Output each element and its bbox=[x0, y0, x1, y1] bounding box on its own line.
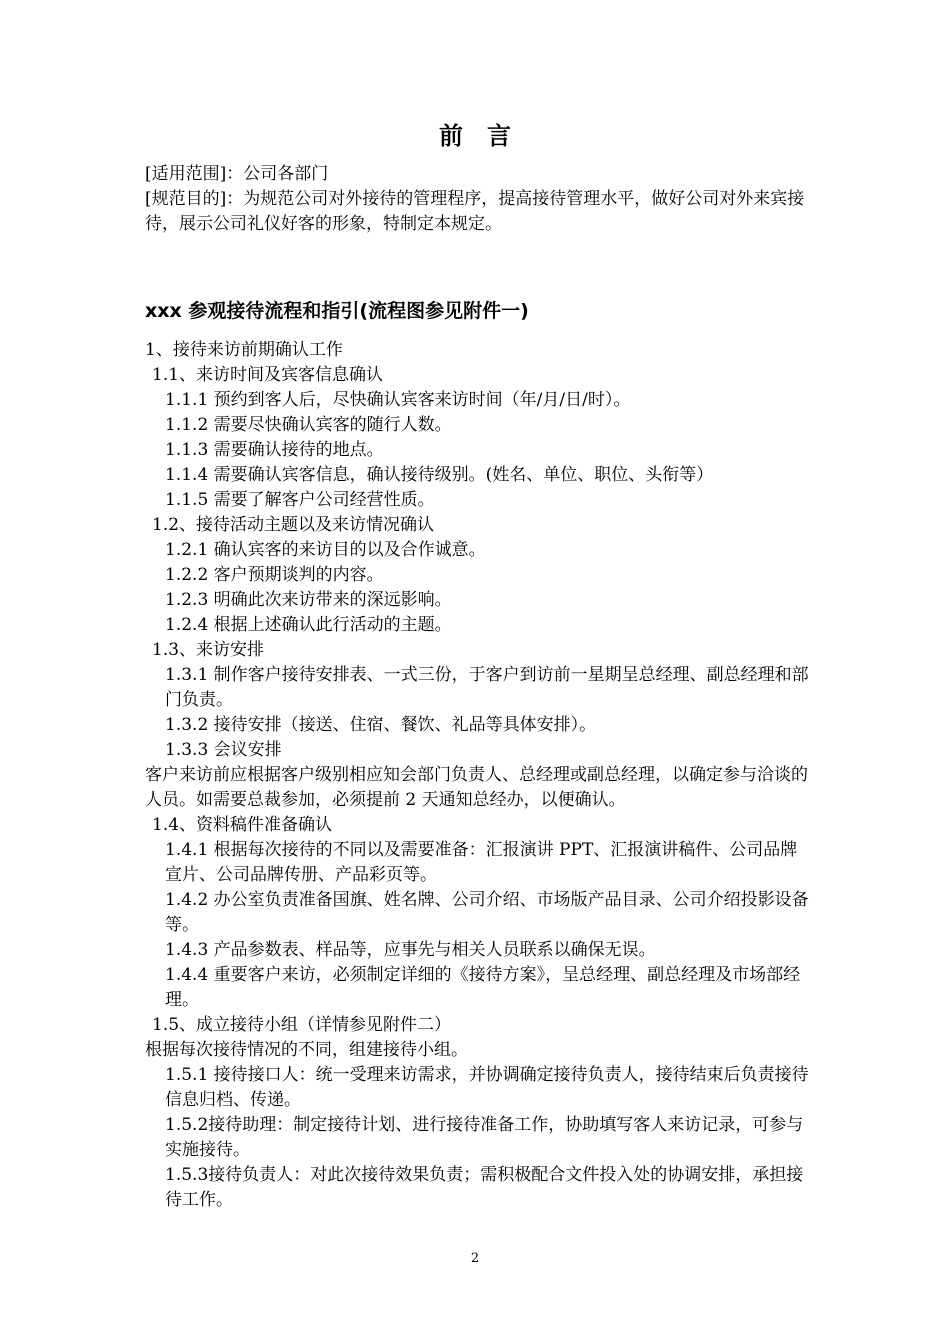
subsection-heading: 1.1、来访时间及宾客信息确认 bbox=[152, 365, 384, 385]
subsection-heading: 1.2、接待活动主题以及来访情况确认 bbox=[152, 515, 435, 535]
list-item: 1.4.1 根据每次接待的不同以及需要准备：汇报演讲 PPT、汇报演讲稿件、公司品牌宣片、公司品牌传册、产品彩页等。 bbox=[165, 840, 798, 885]
list-item: 1.1.1 预约到客人后，尽快确认宾客来访时间（年/月/日/时）。 bbox=[165, 390, 631, 410]
scope-line: [适用范围]：公司各部门 bbox=[145, 164, 329, 184]
list-item: 1.3.2 接待安排（接送、住宿、餐饮、礼品等具体安排）。 bbox=[165, 715, 597, 735]
body-paragraph: 客户来访前应根据客户级别相应知会部门负责人、总经理或副总经理，以确定参与洽谈的人员。如需要总裁参加，必须提前 2 天通知总经办，以便确认。 bbox=[145, 765, 808, 810]
list-item: 1.1.2 需要尽快确认宾客的随行人数。 bbox=[165, 415, 452, 435]
list-item: 1.2.3 明确此次来访带来的深远影响。 bbox=[165, 590, 452, 610]
procedure-body bbox=[145, 338, 810, 1213]
list-item: 1.2.4 根据上述确认此行活动的主题。 bbox=[165, 615, 452, 635]
list-item: 1.5.1 接待接口人：统一受理来访需求，并协调确定接待负责人，接待结束后负责接待信息归档、传递。 bbox=[165, 1065, 809, 1110]
list-item: 1.5.2接待助理：制定接待计划、进行接待准备工作，协助填写客人来访记录，可参与实施接待。 bbox=[165, 1115, 804, 1160]
subsection-heading: 1.4、资料稿件准备确认 bbox=[152, 815, 333, 835]
intro-section bbox=[145, 162, 810, 237]
list-item: 1.2.2 客户预期谈判的内容。 bbox=[165, 565, 384, 585]
list-item: 1.5.3接待负责人：对此次接待效果负责；需积极配合文件投入处的协调安排，承担接待工作。 bbox=[165, 1165, 804, 1210]
list-item: 1.4.3 产品参数表、样品等，应事先与相关人员联系以确保无误。 bbox=[165, 940, 656, 960]
list-item: 1.1.4 需要确认宾客信息，确认接待级别。(姓名、单位、职位、头衔等） bbox=[165, 465, 714, 485]
section-heading: xxx 参观接待流程和指引(流程图参见附件一) bbox=[145, 300, 529, 322]
list-item: 1.3.1 制作客户接待安排表、一式三份，于客户到访前一星期呈总经理、副总经理和部门负责。 bbox=[165, 665, 809, 710]
list-item: 1.2.1 确认宾客的来访目的以及合作诚意。 bbox=[165, 540, 486, 560]
list-item: 1.4.4 重要客户来访，必须制定详细的《接待方案》，呈总经理、副总经理及市场部经理。 bbox=[165, 965, 801, 1010]
list-item: 1.3.3 会议安排 bbox=[165, 740, 282, 760]
purpose-paragraph: [规范目的]：为规范公司对外接待的管理程序，提高接待管理水平，做好公司对外来宾接待，展示公司礼仪好客的形象，特制定本规定。 bbox=[145, 189, 805, 234]
list-item: 1.1.3 需要确认接待的地点。 bbox=[165, 440, 384, 460]
list-item: 1.4.2 办公室负责准备国旗、姓名牌、公司介绍、市场版产品目录、公司介绍投影设备等。 bbox=[165, 890, 809, 935]
subsection-heading: 1.3、来访安排 bbox=[152, 640, 265, 660]
subsection-heading: 1.5、成立接待小组（详情参见附件二） bbox=[152, 1015, 452, 1035]
body-paragraph: 1、接待来访前期确认工作 bbox=[145, 340, 343, 360]
list-item: 1.1.5 需要了解客户公司经营性质。 bbox=[165, 490, 435, 510]
page-title: 前 言 bbox=[439, 122, 511, 150]
page-number: 2 bbox=[470, 1251, 480, 1266]
body-paragraph: 根据每次接待情况的不同，组建接待小组。 bbox=[145, 1040, 468, 1060]
